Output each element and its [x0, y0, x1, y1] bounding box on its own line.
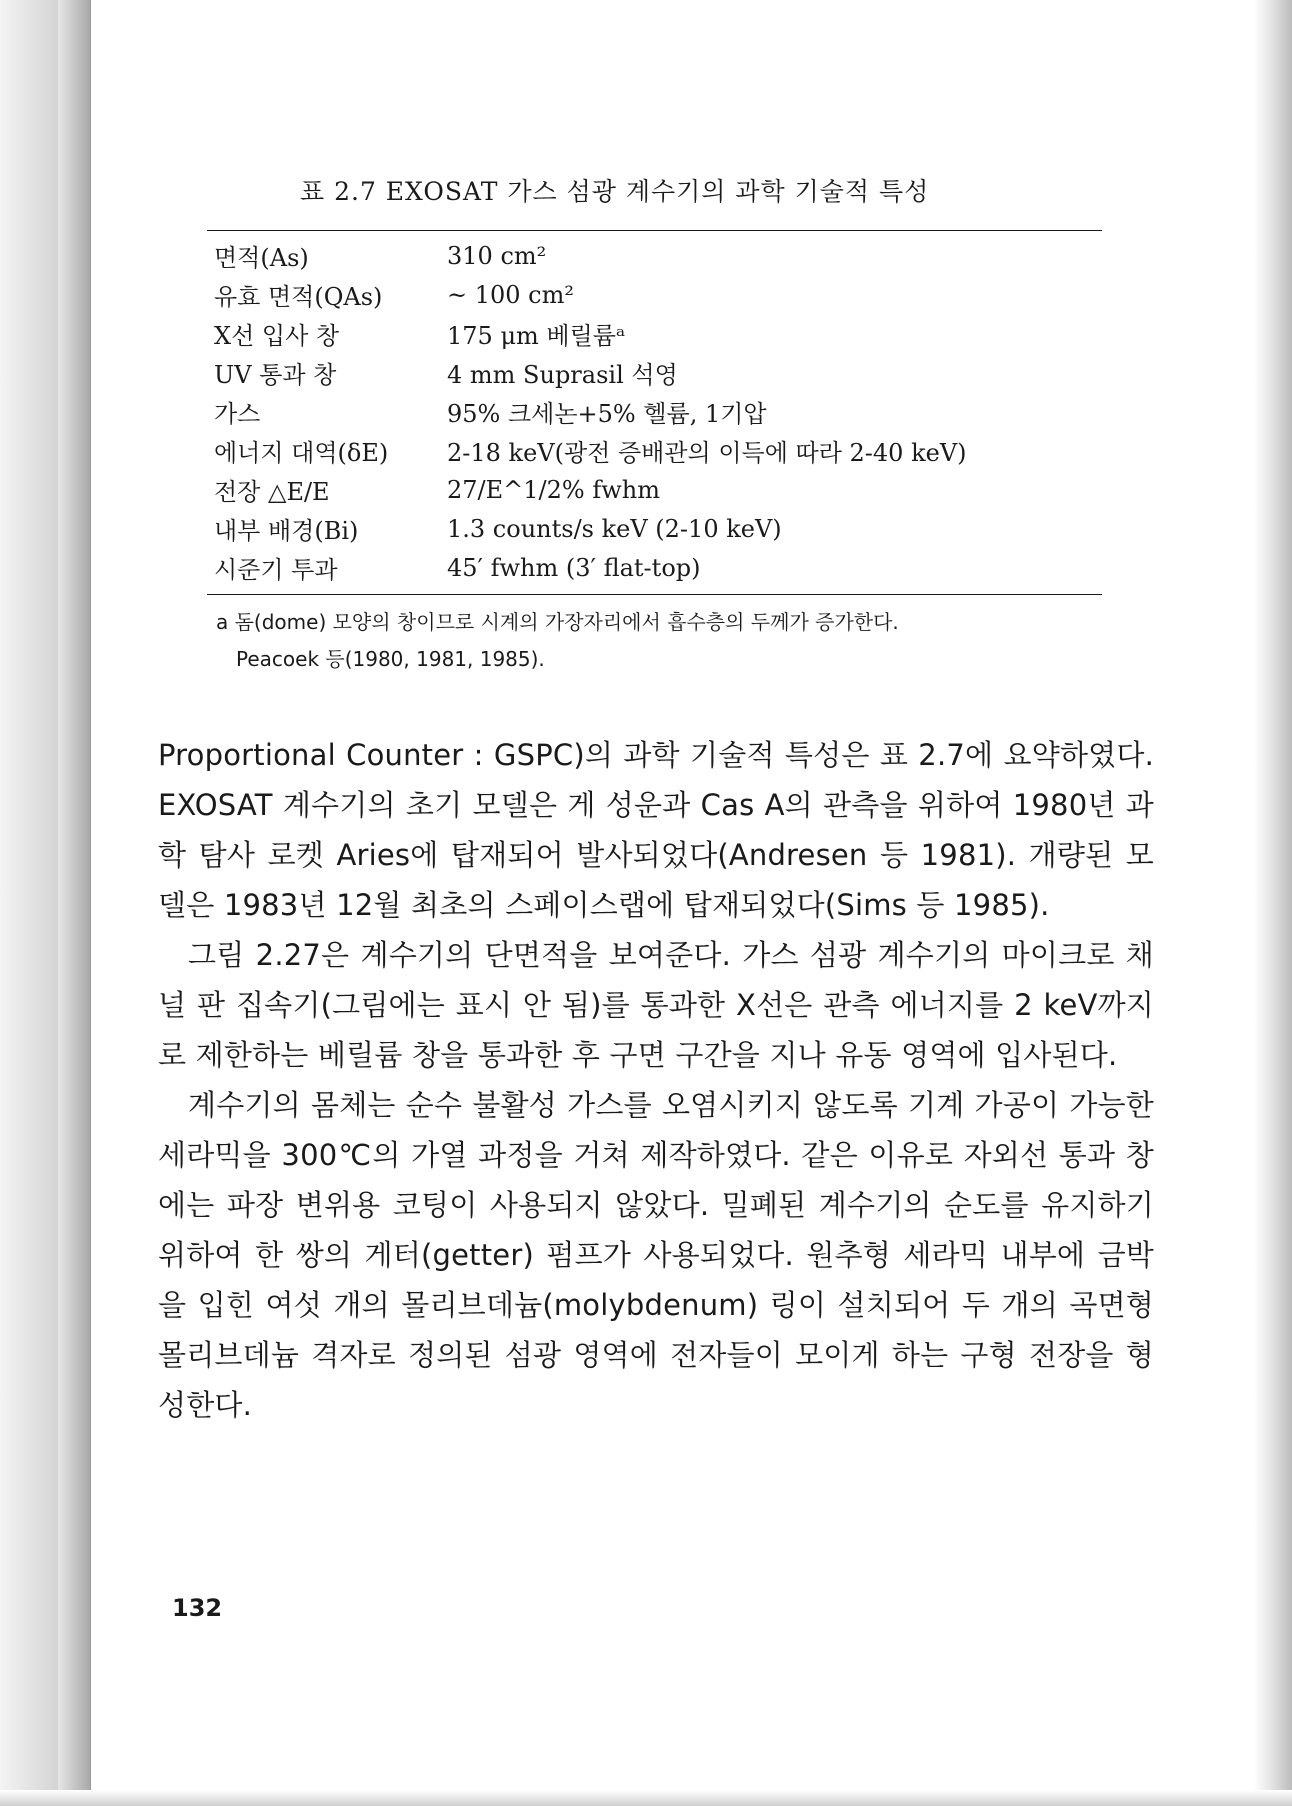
table-row	[214, 431, 1102, 470]
footnote-text: a 돔(dome) 모양의 창이므로 시계의 가장자리에서 흡수층의 두께가 증가한다.	[216, 610, 899, 634]
param-cell: X선 입사 창	[214, 322, 340, 350]
table-source: Peacoek 등(1980, 1981, 1985).	[236, 647, 545, 671]
paragraph: 그림 2.27은 계수기의 단면적을 보여준다. 가스 섬광 계수기의 마이크로 채널 판 집속기(그림에는 표시 안 됨)를 통과한 X선은 관측 에너지를 2 keV까지로 제한하는 베릴륨 창을 통과한 후 구면 구간을 지나 유동 영역에 입사된다.	[158, 938, 1154, 1072]
book-left-edge	[0, 0, 90, 1806]
paragraph: Proportional Counter : GSPC)의 과학 기술적 특성은 표 2.7에 요약하였다. EXOSAT 계수기의 초기 모델은 게 성운과 Cas A의 관측을 위하여 1980년 과학 탐사 로켓 Aries에 탑재되어 발사되었다(Andresen 등 1981). 개량된 모델은 1983년 12월 최초의 스페이스랩에 탑재되었다(Sims 등 1985).	[158, 738, 1154, 922]
table-row	[214, 548, 1102, 587]
value-cell: 1.3 counts/s keV (2-10 keV)	[447, 514, 782, 543]
table-row	[214, 314, 1102, 353]
spec-table	[214, 236, 1102, 587]
book-bottom-edge	[0, 1790, 1292, 1806]
paragraph: 계수기의 몸체는 순수 불활성 가스를 오염시키지 않도록 기계 가공이 가능한 세라믹을 300℃의 가열 과정을 거쳐 제작하였다. 같은 이유로 자외선 통과 창에는 파장 변위용 코팅이 사용되지 않았다. 밀폐된 계수기의 순도를 유지하기 위하여 한 쌍의 게터(getter) 펌프가 사용되었다. 원추형 세라믹 내부에 금박을 입힌 여섯 개의 몰리브데늄(molybdenum) 링이 설치되어 두 개의 곡면형 몰리브데늄 격자로 정의된 섬광 영역에 전자들이 모이게 하는 구형 전장을 형성한다.	[158, 1088, 1154, 1422]
param-cell: 가스	[214, 400, 261, 428]
param-cell: 면적(As)	[214, 244, 309, 272]
table-bottom-rule	[207, 594, 1102, 595]
table-row	[214, 392, 1102, 431]
value-cell: 4 mm Suprasil 석영	[447, 361, 678, 389]
value-cell: 27/E^1/2% fwhm	[447, 475, 660, 504]
table-row	[214, 236, 1102, 275]
table-caption: 표 2.7 EXOSAT 가스 섬광 계수기의 과학 기술적 특성	[300, 177, 930, 206]
table-row	[214, 470, 1102, 509]
param-cell: 전장 △E/E	[214, 478, 330, 506]
table-footnote	[216, 604, 1116, 678]
value-cell: 2-18 keV(광전 증배관의 이득에 따라 2-40 keV)	[447, 439, 967, 467]
value-cell: 310 cm²	[447, 241, 547, 270]
book-right-edge	[1254, 0, 1292, 1806]
param-cell: 유효 면적(QAs)	[214, 283, 383, 311]
value-cell: 45′ fwhm (3′ flat-top)	[447, 553, 701, 582]
body-text	[158, 730, 1154, 1430]
value-cell: 95% 크세논+5% 헬륨, 1기압	[447, 400, 767, 428]
table-row	[214, 275, 1102, 314]
param-cell: 에너지 대역(δE)	[214, 439, 389, 467]
value-cell: ~ 100 cm²	[447, 280, 574, 309]
value-cell: 175 μm 베릴륨ᵃ	[447, 322, 626, 350]
table-row	[214, 509, 1102, 548]
table-top-rule	[207, 230, 1102, 231]
table-row	[214, 353, 1102, 392]
param-cell: 시준기 투과	[214, 556, 338, 584]
param-cell: UV 통과 창	[214, 361, 337, 389]
page-number: 132	[172, 1594, 223, 1622]
param-cell: 내부 배경(Bi)	[214, 517, 359, 545]
